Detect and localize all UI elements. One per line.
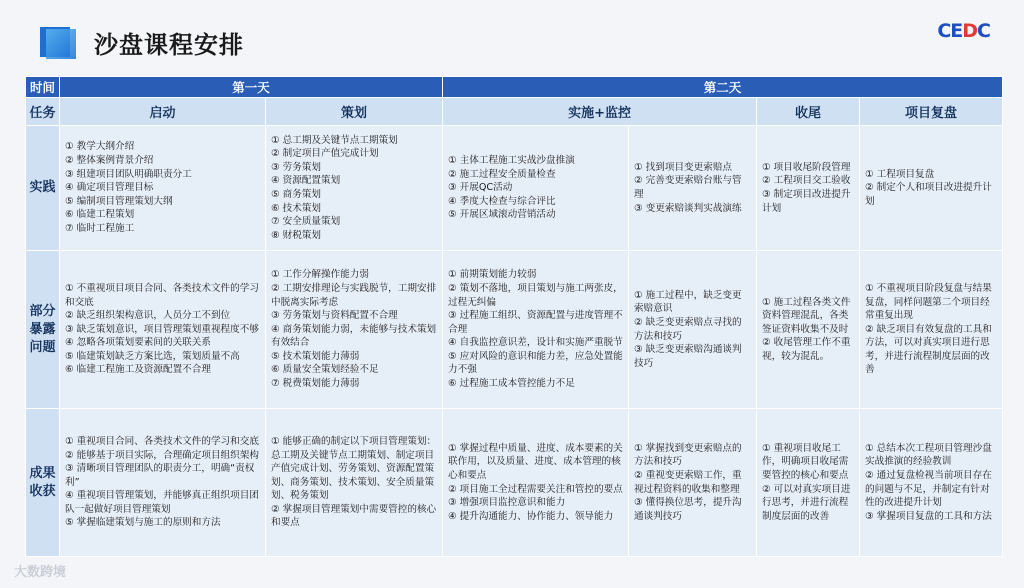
- task-header-start: 启动: [60, 98, 266, 126]
- task-header-close: 收尾: [757, 98, 860, 126]
- cell-item: ⑦ 税费策划能力薄弱: [271, 378, 360, 390]
- cell-practice-close: [757, 126, 860, 251]
- cell-item: ② 重视变更索赔工作，重视过程资料的收集和整理: [634, 469, 742, 495]
- cell-item: ① 重视项目收尾工作，明确项目收尾需要管控的核心和要点: [762, 442, 849, 481]
- cell-outcomes-start: [60, 409, 266, 557]
- cell-item: ③ 掌握项目复盘的工具和方法: [865, 510, 992, 522]
- cell-outcomes-close: [757, 409, 860, 557]
- cell-item: ② 策划不落地，项目策划与施工两张皮，过程无纠偏: [448, 282, 623, 308]
- cell-outcomes-review: [860, 409, 1003, 557]
- cell-item: ③ 懂得换位思考，提升沟通谈判技巧: [634, 497, 742, 522]
- cell-practice-review: [860, 126, 1003, 251]
- task-label: 任务: [26, 98, 60, 126]
- cell-item: ④ 资源配置策划: [271, 175, 341, 187]
- cell-item: ② 整体案例背景介绍: [65, 155, 154, 167]
- cell-item: ③ 变更索赔谈判实战演练: [634, 202, 742, 214]
- page-title: 沙盘课程安排: [94, 30, 244, 59]
- cell-item: ③ 增强项目监控意识和能力: [448, 497, 566, 509]
- cell-item: ⑦ 安全质量策划: [271, 216, 341, 228]
- cell-item: ① 工程项目复盘: [865, 168, 935, 180]
- cell-item: ② 缺乏变更索赔点寻找的方法和技巧: [634, 316, 742, 342]
- cell-item: ⑤ 编制项目管理策划大纲: [65, 195, 173, 207]
- cell-item: ④ 确定项目管理目标: [65, 182, 154, 194]
- cell-item: ② 缺乏项目有效复盘的工具和方法，可以对真实项目进行思考，并进行流程制度层面的改善: [865, 323, 992, 376]
- task-header-row: [26, 98, 1003, 126]
- cell-item: ① 总工期及关键节点工期策划: [271, 134, 398, 146]
- cell-item: ② 施工过程安全质量检查: [448, 168, 556, 180]
- task-header-plan: 策划: [266, 98, 443, 126]
- cell-item: ③ 开展QC活动: [448, 182, 513, 194]
- cedc-logo: CEDC: [937, 20, 990, 42]
- cell-item: ③ 劳务策划与资料配置不合理: [271, 310, 398, 322]
- title-square-icon: [40, 27, 70, 57]
- cell-item: ① 前期策划能力较弱: [448, 269, 537, 281]
- cell-item: ③ 缺乏变更索赔沟通谈判技巧: [634, 344, 742, 369]
- cell-issues-review: [860, 251, 1003, 409]
- cell-outcomes-execute: [443, 409, 629, 557]
- day1-header: 第一天: [60, 77, 443, 98]
- cell-item: ① 能够正确的制定以下项目管理策划：总工期及关键节点工期策划、制定项目产值完成计划、劳务策划、资源配置策划、商务策划、技术策划、安全质量策划、税务策划: [271, 435, 437, 502]
- cell-item: ⑥ 质量安全策划经验不足: [271, 364, 379, 376]
- cell-item: ③ 劳务策划: [271, 161, 322, 173]
- cell-item: ③ 组建项目团队明确职责分工: [65, 168, 192, 180]
- cell-item: ⑤ 临建策划缺乏方案比选，策划质量不高: [65, 350, 240, 362]
- cell-item: ③ 清晰项目管理团队的职责分工，明确“责权利”: [65, 463, 255, 488]
- cell-item: ② 完善变更索赔台账与管理: [634, 175, 742, 200]
- cell-item: ② 缺乏组织架构意识，人员分工不到位: [65, 310, 231, 322]
- cell-item: ④ 自我监控意识差，设计和实施严重脱节: [448, 337, 623, 349]
- cell-item: ④ 季度大检查与综合评比: [448, 195, 556, 207]
- cell-item: ② 能够基于项目实际，合理确定项目组织架构: [65, 449, 259, 461]
- cell-item: ② 工期安排理论与实践脱节，工期安排中脱离实际考虑: [271, 282, 437, 308]
- cell-item: ⑤ 商务策划: [271, 189, 322, 200]
- cell-issues-start: [60, 251, 266, 409]
- cell-item: ④ 忽略各项策划要素间的关联关系: [65, 337, 211, 349]
- cell-practice-plan: [266, 126, 443, 251]
- cell-item: ⑥ 技术策划: [271, 202, 322, 214]
- cell-item: ③ 制定项目改进提升计划: [762, 189, 851, 214]
- cell-item: ① 项目收尾阶段管理: [762, 161, 851, 173]
- cell-item: ① 重视项目合同、各类技术文件的学习和交底: [65, 435, 259, 447]
- cell-item: ② 项目施工全过程需要关注和管控的要点: [448, 483, 623, 495]
- row-practice: [26, 126, 1003, 251]
- cell-item: ⑦ 临时工程施工: [65, 222, 135, 234]
- cell-item: ① 找到项目变更索赔点: [634, 161, 733, 173]
- cell-practice-execute: [443, 126, 629, 251]
- cell-outcomes-monitor: [629, 409, 757, 557]
- cell-item: ② 收尾管理工作不重视，较为混乱。: [762, 337, 851, 362]
- cell-item: ② 掌握项目管理策划中需要管控的核心和要点: [271, 503, 437, 529]
- cell-item: ② 通过复盘检视当前项目存在的问题与不足，并制定有针对性的改进提升计划: [865, 469, 992, 509]
- cell-item: ③ 缺乏策划意识，项目管理策划重视程度不够: [65, 323, 259, 335]
- cell-item: ⑧ 财税策划: [271, 229, 322, 241]
- cell-item: ① 掌握找到变更索赔点的方法和技巧: [634, 442, 742, 468]
- cell-item: ④ 重视项目管理策划，并能够真正组织项目团队一起做好项目管理策划: [65, 490, 259, 515]
- row-outcomes: [26, 409, 1003, 557]
- cell-item: ① 施工过程各类文件资料管理混乱，各类签证资料收集不及时: [762, 296, 851, 335]
- cell-item: ⑤ 掌握临建策划与施工的原则和方法: [65, 517, 221, 529]
- cell-issues-plan: [266, 251, 443, 409]
- time-label: 时间: [26, 77, 60, 98]
- cell-item: ⑥ 临建工程施工及资源配置不合理: [65, 364, 211, 376]
- cell-outcomes-plan: [266, 409, 443, 557]
- task-header-execute: 实施+监控: [443, 98, 757, 126]
- day-header-row: [26, 77, 1003, 98]
- cell-item: ① 掌握过程中质量、进度、成本要素的关联作用，以及质量、进度、成本管理的核心和要点: [448, 442, 623, 481]
- cell-practice-monitor: [629, 126, 757, 251]
- cell-issues-monitor: [629, 251, 757, 409]
- cell-item: ② 制定项目产值完成计划: [271, 148, 379, 160]
- cell-item: ① 施工过程中，缺乏变更索赔意识: [634, 289, 742, 315]
- cell-issues-close: [757, 251, 860, 409]
- row-label-outcomes: 成果收获: [26, 409, 60, 557]
- cell-item: ⑥ 临建工程策划: [65, 209, 135, 221]
- cell-item: ⑤ 开展区域滚动营销活动: [448, 209, 556, 221]
- day2-header: 第二天: [443, 77, 1003, 98]
- cell-item: ① 不重视项目项目合同、各类技术文件的学习和交底: [65, 282, 259, 308]
- cell-item: ④ 提升沟通能力、协作能力、领导能力: [448, 510, 614, 522]
- row-label-practice: 实践: [26, 126, 60, 251]
- cell-item: ② 工程项目交工验收: [762, 175, 851, 187]
- cell-item: ⑥ 过程施工成本管控能力不足: [448, 378, 575, 390]
- schedule-table: [25, 76, 1003, 557]
- cell-practice-start: [60, 126, 266, 251]
- cell-item: ③ 过程施工组织、资源配置与进度管理不合理: [448, 310, 623, 335]
- cell-item: ① 教学大纲介绍: [65, 141, 135, 153]
- cell-item: ① 总结本次工程项目管理沙盘实战推演的经验教训: [865, 442, 992, 468]
- cell-item: ⑤ 技术策划能力薄弱: [271, 350, 360, 362]
- cell-item: ④ 商务策划能力弱，未能够与技术策划有效结合: [271, 323, 437, 349]
- row-label-issues: 部分暴露问题: [26, 251, 60, 409]
- cell-item: ① 工作分解操作能力弱: [271, 269, 369, 281]
- cell-issues-execute: [443, 251, 629, 409]
- cell-item: ① 不重视项目阶段复盘与结果复盘，同样问题第二个项目经常重复出现: [865, 282, 992, 322]
- task-header-review: 项目复盘: [860, 98, 1003, 126]
- row-issues: [26, 251, 1003, 409]
- cell-item: ② 制定个人和项目改进提升计划: [865, 182, 992, 207]
- cell-item: ② 可以对真实项目进行思考，并进行流程制度层面的改善: [762, 483, 851, 522]
- watermark: 大数跨境: [14, 565, 67, 580]
- cell-item: ⑤ 应对风险的意识和能力差，应急处置能力不强: [448, 350, 623, 376]
- title-bar: [40, 22, 244, 62]
- cell-item: ① 主体工程施工实战沙盘推演: [448, 155, 575, 167]
